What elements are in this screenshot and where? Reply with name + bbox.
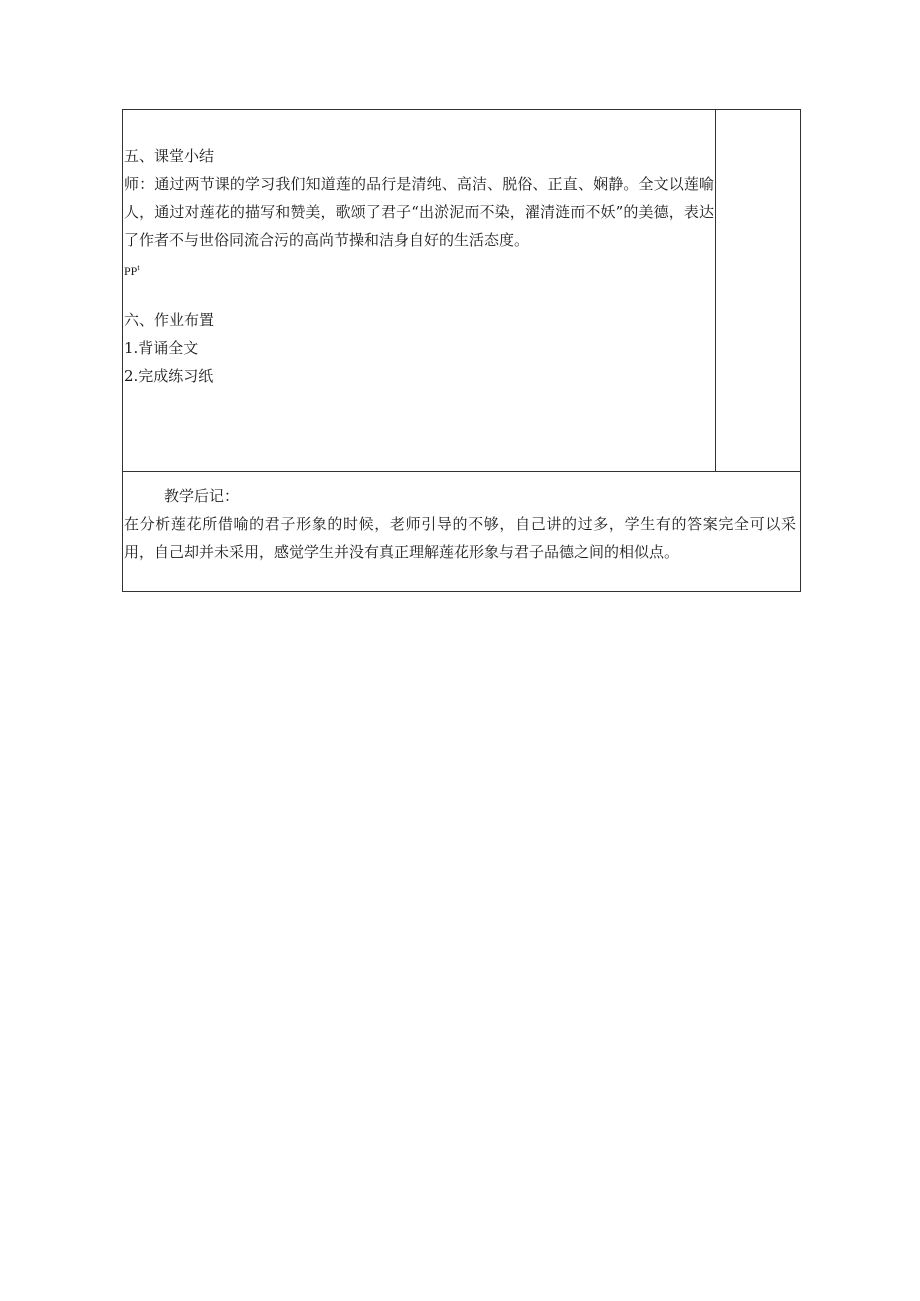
- ppt-label-main: PP: [124, 264, 138, 278]
- lesson-plan-table: [122, 109, 801, 592]
- teaching-notes-body: 在分析莲花所借喻的君子形象的时候，老师引导的不够，自己讲的过多，学生有的答案完全可以采用，自己却并未采用，感觉学生并没有真正理解莲花形象与君子品德之间的相似点。: [124, 515, 796, 561]
- summary-heading: 五、课堂小结: [124, 147, 215, 165]
- side-column-cell: [716, 110, 801, 472]
- homework-item: 2.完成练习纸: [124, 367, 214, 385]
- homework-item: 1.背诵全文: [124, 339, 199, 357]
- ppt-label: [124, 254, 715, 282]
- teaching-notes-cell: [123, 472, 801, 592]
- lesson-content-cell: [123, 110, 716, 472]
- lesson-content-row: [123, 110, 801, 472]
- ppt-label-sup: t: [137, 263, 140, 272]
- homework-heading: 六、作业布置: [124, 311, 215, 329]
- teaching-notes-title: 教学后记：: [164, 487, 240, 505]
- teaching-notes-row: [123, 472, 801, 592]
- summary-text: 师：通过两节课的学习我们知道莲的品行是清纯、高洁、脱俗、正直、娴静。全文以莲喻人，通过对莲花的描写和赞美，歌颂了君子“出淤泥而不染，濯清涟而不妖”的美德，表达了作者不与世俗同流合污的高尚节操和洁身自好的生活态度。: [124, 175, 714, 249]
- lesson-content: [123, 110, 715, 390]
- teaching-notes: [123, 472, 800, 566]
- section-gap: [124, 282, 715, 306]
